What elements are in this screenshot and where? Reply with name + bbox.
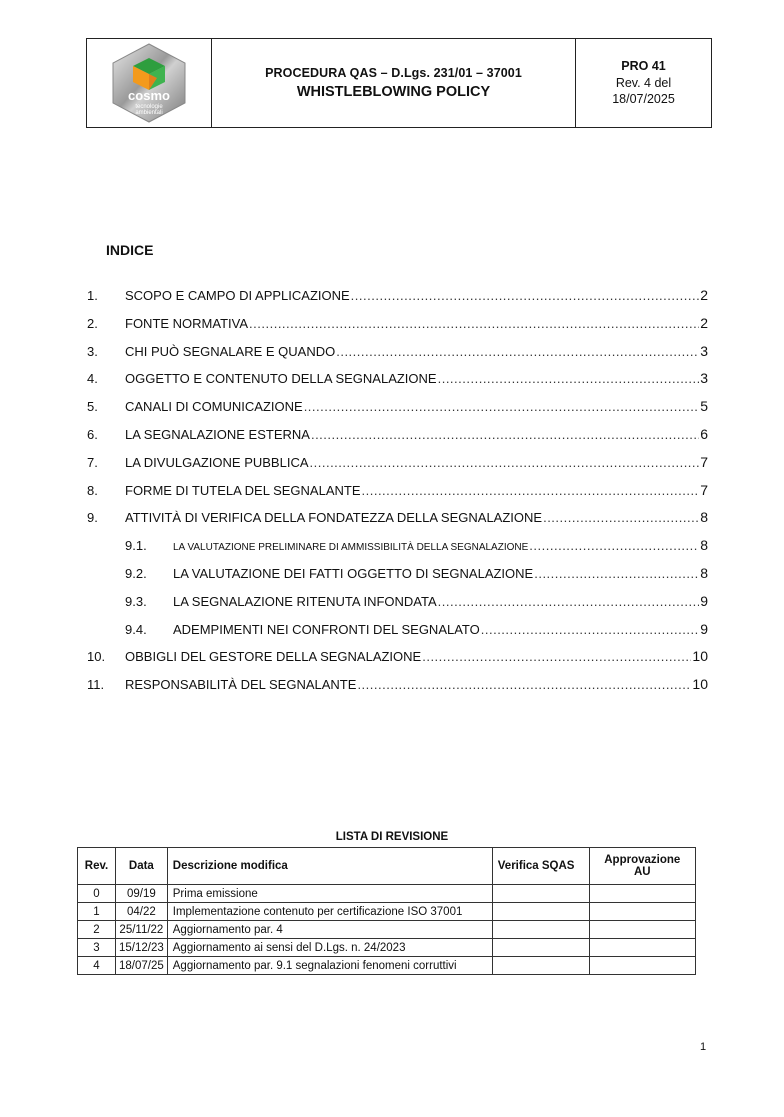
- toc-title: LA VALUTAZIONE PRELIMINARE DI AMMISSIBILITÀ DELLA SEGNALAZIONE: [173, 542, 529, 554]
- table-row: [78, 903, 696, 921]
- header-approval-line-2: AU: [633, 866, 651, 878]
- toc-number: 6.: [87, 426, 98, 442]
- toc-number: 8.: [87, 482, 98, 498]
- toc-number: 9.3.: [125, 593, 147, 609]
- toc-entry[interactable]: [87, 426, 708, 454]
- toc-subentry[interactable]: [87, 593, 708, 621]
- toc-subentry[interactable]: [87, 621, 708, 649]
- toc-number: 7.: [87, 454, 98, 470]
- toc-subentry[interactable]: [87, 565, 708, 593]
- toc-subentry[interactable]: [87, 537, 708, 565]
- logo-brand: cosmo: [128, 88, 170, 103]
- toc-title: FONTE NORMATIVA: [125, 315, 249, 331]
- toc-page: 2: [700, 314, 708, 331]
- cell-date: 18/07/25: [116, 957, 168, 975]
- toc-number: 10.: [87, 649, 106, 665]
- cell-approval: [589, 885, 695, 903]
- cell-rev: 2: [78, 921, 116, 939]
- toc-entry[interactable]: [87, 509, 708, 537]
- cell-rev: 0: [78, 885, 116, 903]
- revision-cell: [576, 39, 711, 127]
- cell-date: 09/19: [116, 885, 168, 903]
- toc-leader: [534, 566, 699, 581]
- toc-leader: [304, 399, 700, 414]
- cell-verification: [492, 885, 589, 903]
- procedure-title: PROCEDURA QAS – D.Lgs. 231/01 – 37001: [265, 66, 522, 80]
- document-title: WHISTLEBLOWING POLICY: [296, 84, 491, 100]
- toc-title: LA DIVULGAZIONE PUBBLICA: [125, 454, 309, 470]
- toc-title: OBBIGLI DEL GESTORE DELLA SEGNALAZIONE: [125, 649, 422, 665]
- cell-description: Aggiornamento par. 9.1 segnalazioni fenomeni corruttivi: [167, 957, 492, 975]
- cell-description: Prima emissione: [167, 885, 492, 903]
- toc-page: 9: [700, 592, 708, 609]
- cell-approval: [589, 939, 695, 957]
- toc-leader: [311, 427, 699, 442]
- header-description: Descrizione modifica: [167, 848, 492, 885]
- toc-entry[interactable]: [87, 676, 708, 704]
- cell-description: Aggiornamento ai sensi del D.Lgs. n. 24/2023: [167, 939, 492, 957]
- page-number: 1: [700, 1041, 707, 1053]
- toc-number: 4.: [87, 371, 98, 387]
- title-cell: [212, 39, 576, 127]
- toc-title: SCOPO E CAMPO DI APPLICAZIONE: [125, 288, 350, 303]
- toc-title: OGGETTO E CONTENUTO DELLA SEGNALAZIONE: [125, 371, 437, 387]
- toc-number: 1.: [87, 288, 98, 303]
- toc-title: ATTIVITÀ DI VERIFICA DELLA FONDATEZZA DELLA SEGNALAZIONE: [125, 510, 543, 526]
- header-approval-line-1: Approvazione: [604, 854, 681, 866]
- toc-leader: [529, 538, 699, 553]
- toc-leader: [310, 455, 700, 470]
- toc-leader: [543, 510, 699, 525]
- toc-page: 3: [700, 342, 708, 359]
- logo-cell: [87, 39, 212, 127]
- toc-number: 3.: [87, 343, 98, 359]
- toc-number: 9.: [87, 510, 98, 526]
- toc-number: 9.1.: [125, 538, 147, 554]
- revision-table-header: [78, 848, 696, 885]
- toc-entry[interactable]: [87, 398, 708, 426]
- toc-number: 5.: [87, 399, 98, 415]
- toc-leader: [336, 344, 699, 359]
- toc-entry[interactable]: [87, 648, 708, 676]
- toc-leader: [357, 677, 691, 692]
- toc-leader: [362, 483, 700, 498]
- toc-page: 10: [692, 676, 708, 693]
- toc-entry[interactable]: [87, 343, 708, 371]
- toc-entry[interactable]: [87, 482, 708, 510]
- toc-entry[interactable]: [87, 287, 708, 315]
- toc-page: 2: [700, 287, 708, 303]
- cell-description: Aggiornamento par. 4: [167, 921, 492, 939]
- toc-entry[interactable]: [87, 454, 708, 482]
- table-row: [78, 957, 696, 975]
- toc-leader: [438, 371, 700, 386]
- header-approval: [589, 848, 695, 885]
- cell-approval: [589, 921, 695, 939]
- revision-date: 18/07/2025: [612, 92, 675, 107]
- toc-number: 11.: [87, 677, 105, 693]
- toc-number: 9.2.: [125, 565, 147, 581]
- toc-title: FORME DI TUTELA DEL SEGNALANTE: [125, 482, 361, 498]
- toc-page: 3: [700, 370, 708, 387]
- revision-table: [77, 847, 696, 975]
- toc-page: 7: [700, 481, 708, 498]
- toc-page: 10: [692, 648, 708, 665]
- toc-title: LA VALUTAZIONE DEI FATTI OGGETTO DI SEGNALAZIONE: [173, 565, 534, 581]
- toc-title: LA SEGNALAZIONE ESTERNA: [125, 426, 310, 442]
- toc-title: RESPONSABILITÀ DEL SEGNALANTE: [125, 677, 357, 693]
- toc-page: 5: [700, 398, 708, 415]
- toc-number: 9.4.: [125, 621, 147, 637]
- cell-verification: [492, 939, 589, 957]
- toc-page: 9: [700, 620, 708, 637]
- header-date: Data: [116, 848, 168, 885]
- toc-leader: [249, 316, 699, 331]
- cell-date: 15/12/23: [116, 939, 168, 957]
- toc-leader: [481, 622, 699, 637]
- toc-leader: [351, 288, 700, 303]
- toc-number: 2.: [87, 315, 98, 331]
- cell-approval: [589, 903, 695, 921]
- table-row: [78, 921, 696, 939]
- table-of-contents: [87, 287, 708, 704]
- header-verification: Verifica SQAS: [492, 848, 589, 885]
- logo-tagline-1: tecnologie: [135, 104, 163, 110]
- cell-rev: 3: [78, 939, 116, 957]
- table-row: [78, 885, 696, 903]
- toc-page: 8: [700, 564, 708, 581]
- toc-page: 7: [700, 453, 708, 470]
- cell-verification: [492, 921, 589, 939]
- header-rev: Rev.: [78, 848, 116, 885]
- toc-page: 8: [700, 537, 708, 554]
- toc-leader: [422, 649, 691, 664]
- toc-title: LA SEGNALAZIONE RITENUTA INFONDATA: [173, 593, 437, 609]
- toc-title: CHI PUÒ SEGNALARE E QUANDO: [125, 343, 336, 359]
- toc-entry[interactable]: [87, 315, 708, 343]
- cell-description: Implementazione contenuto per certificazione ISO 37001: [167, 903, 492, 921]
- revision-list-title: LISTA DI REVISIONE: [335, 831, 449, 843]
- cell-verification: [492, 957, 589, 975]
- document-header: [86, 38, 712, 128]
- cell-approval: [589, 957, 695, 975]
- cosmo-logo-icon: [109, 42, 189, 124]
- document-code: PRO 41: [621, 59, 666, 74]
- logo-tagline-2: ambientali: [135, 110, 163, 116]
- cell-date: 25/11/22: [116, 921, 168, 939]
- revision-label: Rev. 4 del: [615, 75, 672, 90]
- cell-rev: 4: [78, 957, 116, 975]
- cell-rev: 1: [78, 903, 116, 921]
- toc-title: ADEMPIMENTI NEI CONFRONTI DEL SEGNALATO: [173, 621, 480, 637]
- index-title: INDICE: [106, 242, 154, 258]
- cell-date: 04/22: [116, 903, 168, 921]
- toc-page: 8: [700, 509, 708, 526]
- cell-verification: [492, 903, 589, 921]
- toc-leader: [438, 594, 700, 609]
- table-row: [78, 939, 696, 957]
- toc-entry[interactable]: [87, 370, 708, 398]
- toc-title: CANALI DI COMUNICAZIONE: [125, 399, 303, 415]
- toc-page: 6: [700, 425, 708, 442]
